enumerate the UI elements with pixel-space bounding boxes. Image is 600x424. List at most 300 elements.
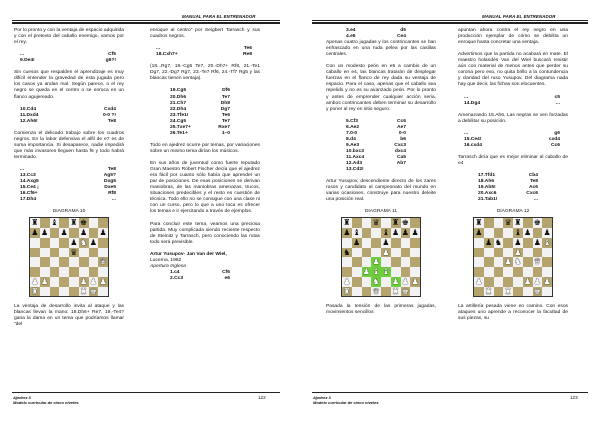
board-square-a6 [474,238,484,248]
white-move: 5.Cf3 [346,118,358,124]
white-p-piece-icon: ♟ [504,257,512,267]
board-square-e6 [69,238,79,248]
white-move: 19.Ab5! [478,185,496,191]
board-square-f5 [523,248,533,258]
black-move: Te6 [221,112,230,118]
white-move: 21.Tab1! [478,197,498,203]
board-square-c3 [362,267,372,277]
black-move: 1–0 [221,130,230,136]
board-square-g7 [401,228,411,238]
black-move: Ac6 [529,185,538,191]
page-number: 122 [258,395,266,400]
board-square-e4 [513,257,523,267]
board-square-f5 [391,248,401,258]
white-p-piece-icon: ♟ [343,276,351,286]
white-move: 9.De4! [20,58,35,64]
header-rule [312,20,588,21]
black-k-piece-icon: ♚ [533,218,541,228]
paragraph: Apertura Inglesa [150,263,186,269]
black-move: 0-0 ?! [102,112,116,118]
board-square-f8 [523,218,533,228]
board-square-g8 [401,218,411,228]
white-move: 20.Axc6 [478,191,497,197]
black-move: Cxc3 [394,142,406,148]
black-move: Dxg5 [104,179,116,185]
board-square-d8 [59,218,69,228]
black-move: Ca5 [397,154,406,160]
paragraph: Lucerna, 1982 [150,257,182,263]
header-rule [12,20,280,21]
paragraph: Apenas cuatro jugadas y los contrincantes se han enfrascado en una ruda pelea por las casillas centrales. [326,40,436,58]
board-square-a8 [30,218,40,228]
move-row [14,58,124,64]
board-square-e2 [513,277,523,287]
board-square-d1 [59,287,69,297]
board-square-d4 [371,257,381,267]
white-b-piece-icon: ♝ [372,267,380,277]
board-square-c7 [494,228,504,238]
board-square-c8 [50,218,60,228]
board-square-a8 [342,218,352,228]
board-square-h2 [98,277,108,287]
board-square-d4 [503,257,513,267]
black-p-piece-icon: ♟ [80,228,88,238]
board-square-f1 [523,287,533,297]
white-q-piece-icon: ♛ [99,257,107,267]
board-square-c6 [494,238,504,248]
white-move: 11.Dxd4 [20,112,39,118]
black-p-piece-icon: ♟ [70,237,78,247]
move-row [14,197,124,203]
white-move: 17.Tfd1 [478,173,496,179]
white-r-piece-icon: ♜ [343,286,351,296]
board-square-e7 [381,228,391,238]
board-square-h5 [542,248,552,258]
board-square-c7 [50,228,60,238]
white-move: ... [464,130,469,136]
board-square-b4 [40,257,50,267]
white-move: 23.Tfe1! [170,112,189,118]
board-square-c6 [50,238,60,248]
board-square-f1 [79,287,89,297]
board-square-e7 [69,228,79,238]
board-square-d5 [503,248,513,258]
white-move: 12.Ad3 [346,161,363,167]
white-p-piece-icon: ♟ [80,276,88,286]
white-p-piece-icon: ♟ [401,276,409,286]
white-move: 18.Cxh7+ [156,52,178,58]
black-move: Cxc6 [526,191,538,197]
text-column-right [458,28,568,322]
board-square-a6 [30,238,40,248]
board-square-g4 [533,257,543,267]
black-p-piece-icon: ♟ [543,228,551,238]
board-square-c4 [50,257,60,267]
board-square-d4 [59,257,69,267]
paragraph: Artur Yusupov- Jan Van der Wiel, [150,251,227,257]
black-move: Cc6 [397,118,406,124]
board-square-e6 [513,238,523,248]
black-move: ... [555,100,560,106]
board-square-b3 [484,267,494,277]
white-p-piece-icon: ♟ [514,247,522,257]
black-q-piece-icon: ♛ [70,247,78,257]
black-q-piece-icon: ♛ [504,218,512,228]
board-square-a7 [342,228,352,238]
black-move: Rf8 [108,191,116,197]
white-move: 19.Cg5 [170,88,187,94]
board-square-d8 [371,218,381,228]
chess-board [473,217,553,297]
board-square-g4 [401,257,411,267]
board-square-c1 [494,287,504,297]
paragraph: Artur Yusupov, descendiente directo de los zares rusos y candidato al campeonato del mundo en varias ocasiones, construye para nuestro deleite una posición real. [326,179,436,203]
board-square-c1 [362,287,372,297]
board-square-e3 [69,267,79,277]
board-square-f2 [523,277,533,287]
text-column-right [150,28,260,282]
white-b-piece-icon: ♝ [543,237,551,247]
right-page [300,0,600,424]
white-move: 4.e5 [346,34,356,40]
board-square-b7 [484,228,494,238]
white-k-piece-icon: ♚ [401,286,409,296]
black-move: Ae7 [397,124,406,130]
paragraph: Pasada la tensión de las primeras jugadas, movimientos sencillos [326,303,436,315]
board-square-b7 [352,228,362,238]
board-square-g8 [89,218,99,228]
move-row [326,167,436,173]
white-move: 2.Cc3 [170,275,184,281]
footer-text: Ajedrez 3 Modelo curricular de cinco niveles [13,395,79,406]
board-square-e7 [513,228,523,238]
move-row [458,143,568,149]
white-move: 16.Cf6+ [20,191,38,197]
board-square-a2 [474,277,484,287]
black-move: ... [111,197,116,203]
white-move: 12.Ah6! [20,118,38,124]
board-square-f1 [391,287,401,297]
black-move: g6?! [105,58,116,64]
move-row [150,131,260,137]
white-p-piece-icon: ♟ [411,276,419,286]
diagram-caption: DIAGRAMA 12 [496,209,530,215]
white-move: 21.Ch7 [170,100,187,106]
white-move: 10.Cd4 [20,106,37,112]
white-n-piece-icon: ♞ [514,257,522,267]
board-square-e3 [381,267,391,277]
board-square-b2 [484,277,494,287]
paragraph: En sus años de juventud como fuerte reputado Gran Maestro Robert Fischer decía que el ajedrez era fácil por cuanto sólo había que aprender un par de posiciones. De esas posiciones se derivan maniobras, de las maniobras amenazas, trucos, situaciones predecibles y el resto es cuestión de técnica. Todo ello no se consigue con una clase ni con un curso, pero lo que a uno toca es ofrecer los temas e ir ejercitando a través de ejemplos. [150,161,260,215]
board-square-h2 [542,277,552,287]
black-move: Re8 [243,52,252,58]
black-move: Cb4 [528,173,538,179]
white-move: 6.Ae2 [346,124,360,130]
chess-diagram [326,209,436,297]
board-square-f5 [79,248,89,258]
board-square-f8 [391,218,401,228]
board-square-c5 [494,248,504,258]
white-move: 20.Dh6 [170,94,187,100]
black-r-piece-icon: ♜ [392,218,400,228]
board-square-h7 [410,228,420,238]
header-rule-thick [312,22,588,24]
board-square-d7 [59,228,69,238]
board-square-f7 [79,228,89,238]
black-move: Rxe7 [218,124,230,130]
white-p-piece-icon: ♟ [382,247,390,257]
white-p-piece-icon: ♟ [372,257,380,267]
white-move: 26.Te1+ [170,130,188,136]
board-square-h7 [98,228,108,238]
board-square-g5 [89,248,99,258]
white-move: ... [20,52,25,58]
board-square-d2 [371,277,381,287]
board-square-f4 [391,257,401,267]
board-square-h4 [410,257,420,267]
board-square-c4 [494,257,504,267]
board-square-f3 [79,267,89,277]
diagram-caption: DIAGRAMA 11 [364,209,398,215]
black-move [381,167,436,173]
black-n-piece-icon: ♞ [494,237,502,247]
board-square-g5 [533,248,543,258]
board-square-h1 [410,287,420,297]
board-square-d7 [503,228,513,238]
black-move: Cf6 [222,269,230,275]
paragraph: Advertimos que la partida no acabará en mate. El maestro holandés Van del Wiel buscará resistir aún con material de menos antes que perder su corona pero eso, no quita brillo a la contundencia y claridad del ruso Yusupov. Del diagrama nada hay que decir, las fichas son elocuentes. [458,52,568,88]
board-square-b1 [484,287,494,297]
chess-board [29,217,109,297]
board-square-h5 [410,248,420,258]
board-square-f2 [79,277,89,287]
board-square-f3 [523,267,533,277]
white-move: 1.c4 [170,269,180,275]
board-square-c4 [362,257,372,267]
page-number: 123 [570,395,578,400]
move-row [14,119,124,125]
board-square-c3 [50,267,60,277]
black-b-piece-icon: ♝ [353,228,361,238]
white-r-piece-icon: ♜ [485,286,493,296]
board-square-b1 [352,287,362,297]
black-p-piece-icon: ♟ [60,228,68,238]
board-square-e8 [381,218,391,228]
move-row [150,276,260,282]
white-p-piece-icon: ♟ [89,276,97,286]
board-square-a5 [474,248,484,258]
paragraph: Amenazando 15.Ah6. Las negras se ven forzadas a debilitar su posición. [458,112,568,124]
board-square-h3 [410,267,420,277]
board-square-g7 [89,228,99,238]
white-move: 14.Dg4 [464,100,481,106]
chess-diagram [14,209,124,297]
text-column-left [14,28,124,328]
board-square-h8 [410,218,420,228]
paragraph: Comienza el delicado trabajo sobre los cuadros negros. En la labor defensiva el alfil de e7 es de suma importancia. Si desaparece, nadie impedirá que más invasores lleguen hasta f6 y todo habrá terminado. [14,130,124,160]
board-square-f6 [391,238,401,248]
chess-diagram [458,209,568,297]
black-move: Dg7 [220,106,230,112]
board-square-d1 [503,287,513,297]
black-move: Cc6 [551,142,560,148]
white-k-piece-icon: ♚ [533,286,541,296]
black-move: dxc4 [394,148,406,154]
black-move: Df6 [222,88,230,94]
move-row [150,52,260,58]
board-square-h4 [98,257,108,267]
black-move: Ce4 [397,34,406,40]
board-square-a4 [474,257,484,267]
white-q-piece-icon: ♛ [533,257,541,267]
white-k-piece-icon: ♚ [89,286,97,296]
board-square-d3 [503,267,513,277]
board-square-c2 [362,277,372,287]
board-square-e5 [513,248,523,258]
black-move: e6 [224,275,230,281]
board-square-c1 [50,287,60,297]
black-move: Te8 [107,118,116,124]
black-p-piece-icon: ♟ [353,237,361,247]
board-square-h4 [542,257,552,267]
board-square-h1 [98,287,108,297]
paragraph: enroque al centro” por Seigbert Tarrasch y sus cuadros negros. [150,28,260,40]
white-p-piece-icon: ♟ [41,276,49,286]
black-b-piece-icon: ♝ [514,228,522,238]
board-square-g5 [401,248,411,258]
board-square-h6 [542,238,552,248]
paragraph: Tarrasch diría que es mejor eliminar al caballo de e4 [458,154,568,167]
black-move: Ab7 [396,161,406,167]
black-move: g6 [554,130,560,136]
board-square-a7 [30,228,40,238]
board-square-f4 [523,257,533,267]
board-square-b1 [40,287,50,297]
board-square-g3 [89,267,99,277]
paragraph: Para concluir este tema, veamos una preciosa partida. Muy complicada siendo reciente respecto de Steinitz y Tarrasch, pero conociendo las rutas todo será previsible. [150,221,260,245]
black-n-piece-icon: ♞ [343,247,351,257]
board-square-a7 [474,228,484,238]
board-square-a1 [30,287,40,297]
white-p-piece-icon: ♟ [524,276,532,286]
black-r-piece-icon: ♜ [343,218,351,228]
black-r-piece-icon: ♜ [31,218,39,228]
board-square-e2 [381,277,391,287]
move-row [458,101,568,107]
board-square-g2 [401,277,411,287]
black-move: d5 [400,28,406,33]
white-move: 15.Ce4 ¡ [20,185,39,191]
footer-rule [12,392,280,393]
board-square-g6 [533,238,543,248]
board-square-h3 [98,267,108,277]
black-r-piece-icon: ♜ [70,218,78,228]
white-p-piece-icon: ♟ [31,276,39,286]
board-square-g6 [401,238,411,248]
board-square-e2 [69,277,79,287]
board-square-d7 [371,228,381,238]
board-square-b6 [484,238,494,248]
white-move: 15.Ce4! [464,136,482,142]
board-square-f4 [79,257,89,267]
board-square-e4 [69,257,79,267]
white-move: ... [464,94,469,100]
board-square-h3 [542,267,552,277]
diagram-caption: DIAGRAMA 10 [52,209,86,215]
white-p-piece-icon: ♟ [362,267,370,277]
white-move: 22.Dh4 [170,106,187,112]
board-square-g1 [401,287,411,297]
black-b-piece-icon: ♝ [50,218,58,228]
board-square-c6 [362,238,372,248]
white-move: 25.Txe7+ [170,124,191,130]
black-move: Dh8 [220,100,230,106]
board-square-b2 [352,277,362,287]
board-square-a2 [342,277,352,287]
black-p-piece-icon: ♟ [99,228,107,238]
paragraph: Con un modesto peón en e5 a cambio de un caballo en e4, las blancas tratarán de desplegar fuerzas en el flanco de rey dada su ventaja de espacio. Para el caso, apenas que el caballo sea repelido y no es su avanzado peón. Por lo pronto y antes de emprender cualquier acción seria, ambos contrincantes deben terminar su desarrollo y poner al rey en sitio seguro. [326,64,436,112]
board-square-f2 [391,277,401,287]
black-r-piece-icon: ♜ [514,218,522,228]
black-p-piece-icon: ♟ [343,228,351,238]
black-p-piece-icon: ♟ [382,237,390,247]
black-move: ... [533,197,538,203]
board-square-a1 [474,287,484,297]
white-move: 11.Axc4 [346,154,365,160]
board-square-a2 [30,277,40,287]
board-square-h2 [410,277,420,287]
white-move: ... [156,46,161,52]
board-square-a3 [30,267,40,277]
board-square-h8 [542,218,552,228]
board-square-e5 [381,248,391,258]
board-square-g6 [89,238,99,248]
board-square-h6 [410,238,420,248]
board-square-b5 [484,248,494,258]
board-square-g2 [89,277,99,287]
board-square-a4 [30,257,40,267]
board-square-c3 [494,267,504,277]
board-square-b3 [40,267,50,277]
black-move: Cf5 [108,52,116,58]
board-square-g4 [89,257,99,267]
board-square-b3 [352,267,362,277]
board-square-b4 [484,257,494,267]
paragraph: apuntan ahora contra el rey negro en una producción ejemplar de cómo se debilita un enroque hasta concretar una ventaja. [458,28,568,46]
board-square-e1 [69,287,79,297]
board-square-g8 [533,218,543,228]
board-square-f7 [523,228,533,238]
white-move: 18.Ah6 [478,179,495,185]
white-p-piece-icon: ♟ [533,276,541,286]
black-p-piece-icon: ♟ [89,237,97,247]
board-square-b6 [352,238,362,248]
white-move: 13.Cd2! [346,167,364,173]
board-square-b5 [352,248,362,258]
board-square-a5 [30,248,40,258]
board-square-g3 [401,267,411,277]
paragraph: Por lo pronto y con la ventaja de espacio adquirida y con el pretexto del caballo enemigo, vamos por el rey. [14,28,124,46]
black-p-piece-icon: ♟ [401,228,409,238]
header-title: MANUAL PARA EL ENTRENADOR [482,14,556,19]
white-r-piece-icon: ♜ [392,286,400,296]
black-p-piece-icon: ♟ [524,228,532,238]
board-square-h5 [98,248,108,258]
footer-rule [312,392,588,393]
board-square-c2 [50,277,60,287]
black-move: Te7 [221,118,230,124]
white-move: ... [20,167,25,173]
